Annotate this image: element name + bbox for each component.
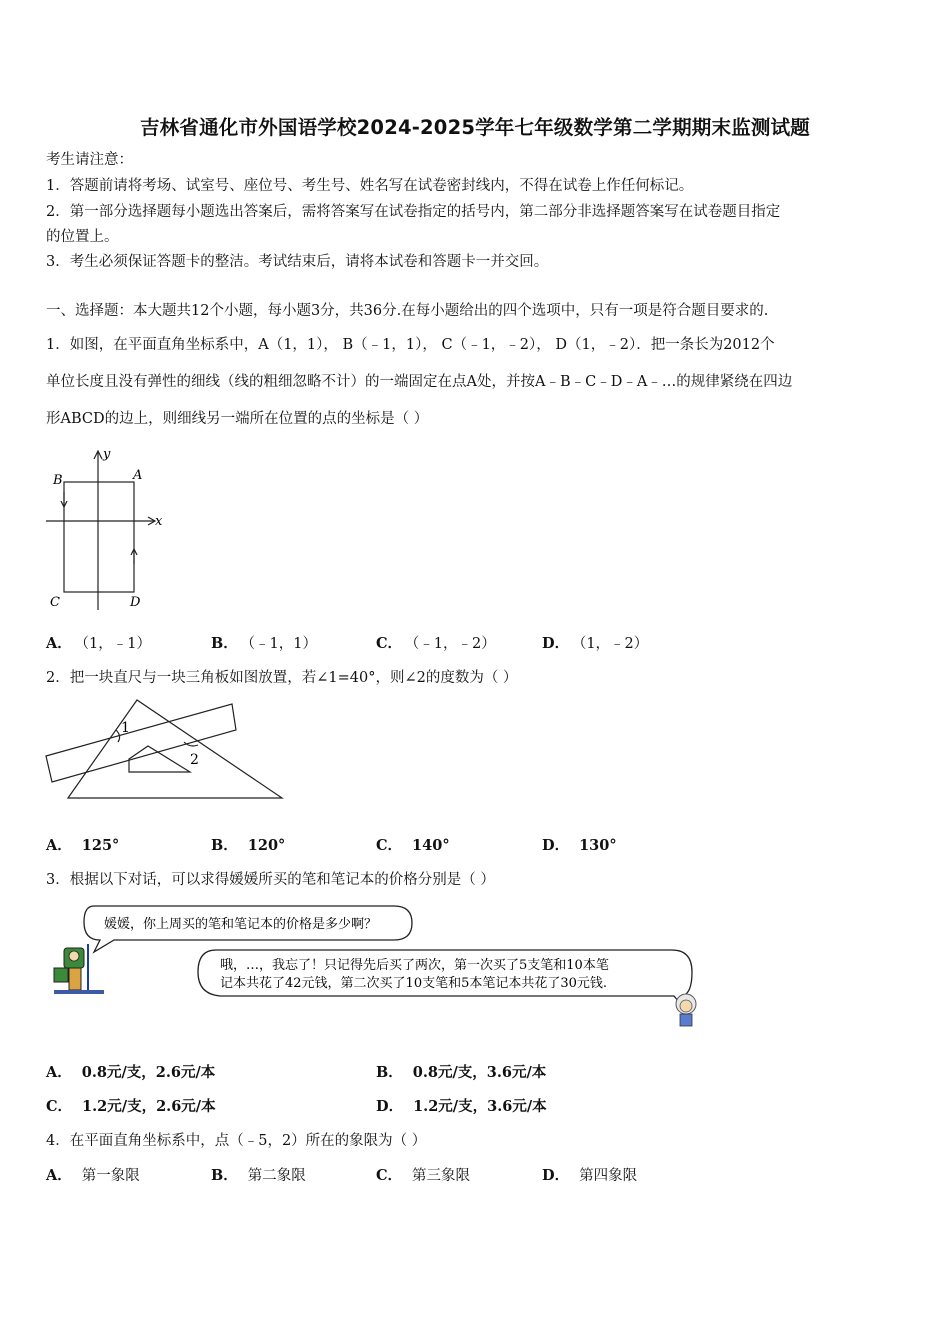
section-heading: 一、选择题：本大题共12个小题，每小题3分，共36分.在每小题给出的四个选项中，只有一项是符合题目要求的. xyxy=(46,303,769,319)
notice-heading: 考生请注意： xyxy=(46,152,133,168)
option-text: （1，﹣2） xyxy=(579,636,649,652)
option-label: C． xyxy=(376,1167,403,1184)
q2-option-a xyxy=(46,836,119,856)
q2-option-d xyxy=(542,836,617,856)
option-text: 第二象限 xyxy=(247,1168,306,1184)
q3-option-c xyxy=(46,1097,216,1117)
option-label: C． xyxy=(376,635,403,652)
q2-option-c xyxy=(376,836,450,856)
option-label: B． xyxy=(211,635,238,652)
notice-item: 1．答题前请将考场、试室号、座位号、考生号、姓名写在试卷密封线内，不得在试卷上作任何标记。 xyxy=(46,178,694,194)
triangle-inner xyxy=(129,746,190,772)
question-3-stem: 3．根据以下对话，可以求得媛媛所买的笔和笔记本的价格分别是（ ） xyxy=(46,872,495,888)
label-d: D xyxy=(130,595,141,610)
ruler xyxy=(46,704,236,782)
q2-option-b xyxy=(211,836,285,856)
q3-option-b xyxy=(376,1063,546,1083)
bubble-1-text: 媛媛，你上周买的笔和笔记本的价格是多少啊？ xyxy=(104,917,378,932)
option-text: 0.8元/支，2.6元/本 xyxy=(81,1064,216,1081)
q3-option-d xyxy=(376,1097,547,1117)
q3-dialogue-figure xyxy=(44,896,724,1032)
option-label: C． xyxy=(46,1098,73,1115)
question-4-stem: 4．在平面直角坐标系中，点（﹣5，2）所在的象限为（ ） xyxy=(46,1133,427,1149)
question-2-stem: 2．把一块直尺与一块三角板如图放置，若∠1=40°，则∠2的度数为（ ） xyxy=(46,670,518,686)
option-text: 0.8元/支，3.6元/本 xyxy=(412,1064,547,1081)
question-1-line: 1．如图，在平面直角坐标系中，A（1，1）， B（﹣1，1）， C（﹣1，﹣2）， D（1，﹣2）．把一条长为2012个 xyxy=(46,337,775,353)
option-label: B． xyxy=(211,1167,238,1184)
option-label: A． xyxy=(46,1167,72,1184)
q1-option-c xyxy=(376,634,496,654)
bubble-2-line-2: 记本共花了42元钱，第二次买了10支笔和5本笔记本共花了30元钱. xyxy=(220,976,608,991)
q1-coordinate-figure xyxy=(44,446,164,612)
q4-option-b xyxy=(211,1166,306,1186)
girl-character-icon xyxy=(676,994,696,1026)
option-label: A． xyxy=(46,1064,72,1081)
option-text: 1.2元/支，3.6元/本 xyxy=(413,1098,547,1115)
option-label: A． xyxy=(46,837,72,854)
q4-option-a xyxy=(46,1166,140,1186)
q1-option-a xyxy=(46,634,151,654)
label-b: B xyxy=(53,473,63,488)
page-title: 吉林省通化市外国语学校2024-2025学年七年级数学第二学期期末监测试题 xyxy=(139,116,811,139)
option-text: （1，﹣1） xyxy=(81,636,151,652)
question-1-line: 单位长度且没有弹性的细线（线的粗细忽略不计）的一端固定在点A处，并按A﹣B﹣C﹣D﹣A﹣…的规律紧绕在四边 xyxy=(46,374,793,390)
option-label: D． xyxy=(542,635,570,652)
option-label: B． xyxy=(376,1064,403,1081)
angle-1-label: 1 xyxy=(121,720,130,736)
option-text: 第三象限 xyxy=(412,1168,471,1184)
label-a: A xyxy=(133,468,143,483)
option-text: 125° xyxy=(81,837,120,854)
q4-option-d xyxy=(542,1166,637,1186)
option-label: D． xyxy=(376,1098,404,1115)
boy-character-icon xyxy=(54,944,104,994)
angle-2-label: 2 xyxy=(190,752,199,768)
option-text: 140° xyxy=(412,837,450,854)
option-label: A． xyxy=(46,635,72,652)
option-text: （﹣1，1） xyxy=(247,636,317,652)
notice-item: 3．考生必须保证答题卡的整洁。考试结束后，请将本试卷和答题卡一并交回。 xyxy=(46,254,549,270)
q2-ruler-triangle-figure xyxy=(44,696,288,806)
question-1-line: 形ABCD的边上，则细线另一端所在位置的点的坐标是（ ） xyxy=(46,411,429,427)
q1-option-b xyxy=(211,634,317,654)
notice-item: 2．第一部分选择题每小题选出答案后，需将答案写在试卷指定的括号内，第二部分非选择题答案写在试卷题目指定 xyxy=(46,204,781,220)
label-c: C xyxy=(50,595,60,610)
option-text: 第一象限 xyxy=(81,1168,140,1184)
triangle xyxy=(68,700,282,798)
option-text: （﹣1，﹣2） xyxy=(412,636,496,652)
label-x: x xyxy=(155,514,163,529)
option-label: C． xyxy=(376,837,403,854)
notice-item: 的位置上。 xyxy=(46,229,119,245)
label-y: y xyxy=(103,447,111,462)
option-text: 1.2元/支，2.6元/本 xyxy=(82,1098,216,1115)
q1-option-d xyxy=(542,634,648,654)
q4-option-c xyxy=(376,1166,470,1186)
option-text: 120° xyxy=(247,837,286,854)
bubble-2-line-1: 哦，…，我忘了！只记得先后买了两次，第一次买了5支笔和10本笔 xyxy=(220,958,609,973)
rectangle-abcd xyxy=(64,482,134,592)
option-label: D． xyxy=(542,837,570,854)
option-label: D． xyxy=(542,1167,570,1184)
option-text: 130° xyxy=(579,837,617,854)
option-label: B． xyxy=(211,837,238,854)
q3-option-a xyxy=(46,1063,215,1083)
option-text: 第四象限 xyxy=(579,1168,638,1184)
